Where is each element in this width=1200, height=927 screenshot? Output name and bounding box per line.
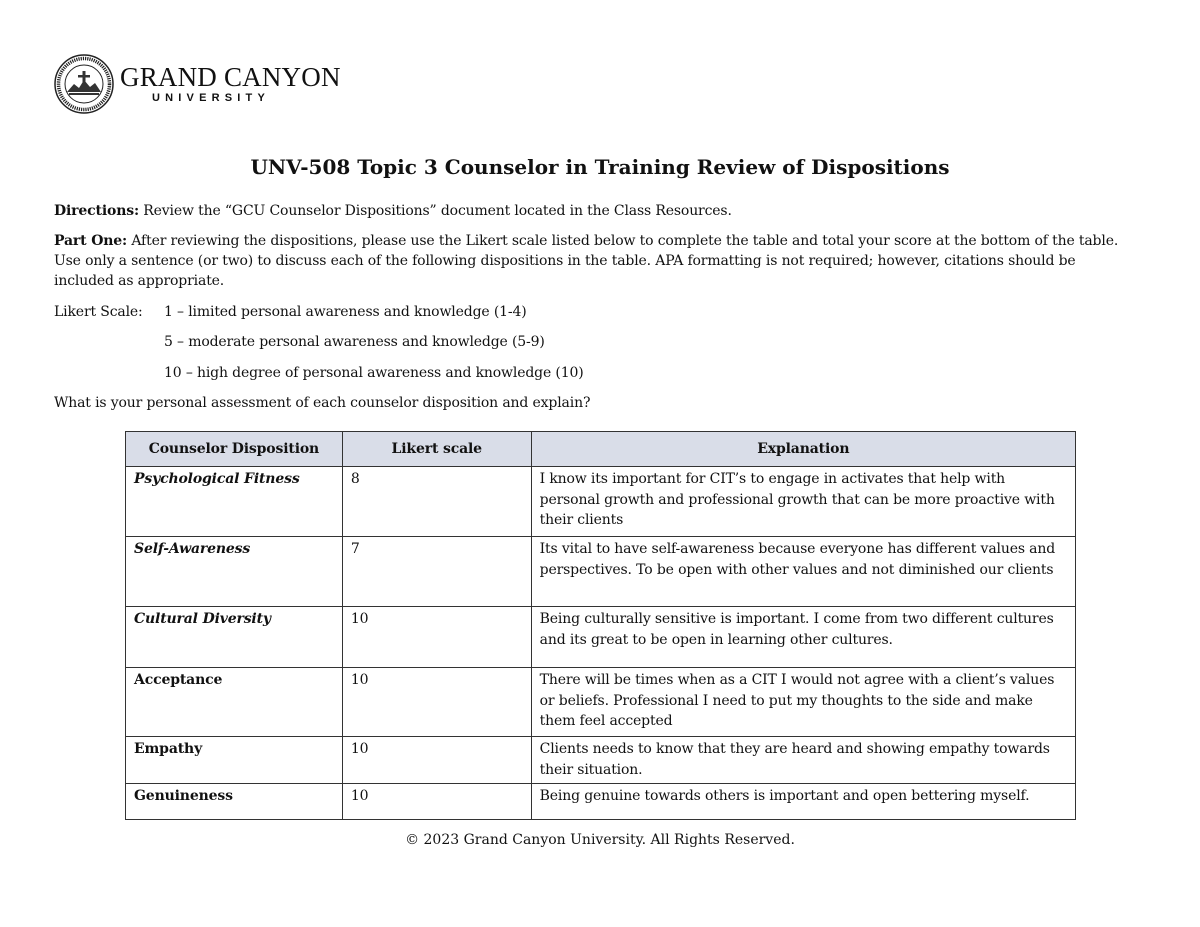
explanation-cell: Its vital to have self-awareness because everyone has different values and perspectives. To be open with other values and not diminished our clients: [531, 537, 1075, 607]
likert-item: 1 – limited personal awareness and knowledge (1-4): [164, 304, 527, 320]
disposition-cell: Psychological Fitness: [126, 467, 343, 537]
logo-subtitle: UNIVERSITY: [152, 92, 271, 104]
score-cell: 8: [342, 467, 531, 537]
disposition-cell: Acceptance: [126, 668, 343, 737]
score-cell: 10: [342, 668, 531, 737]
disposition-cell: Genuineness: [126, 784, 343, 820]
table-row: [126, 668, 1076, 737]
header-disposition: Counselor Disposition: [126, 432, 343, 467]
header-explanation: Explanation: [531, 432, 1075, 467]
score-cell: 7: [342, 537, 531, 607]
directions-text: Review the “GCU Counselor Dispositions” document located in the Class Resources.: [138, 203, 732, 219]
copyright-footer: © 2023 Grand Canyon University. All Rights Reserved.: [405, 832, 795, 848]
dispositions-table: [125, 431, 1076, 820]
table-row: [126, 784, 1076, 820]
university-seal-icon: [54, 54, 114, 114]
assessment-question: What is your personal assessment of each counselor disposition and explain?: [54, 395, 591, 411]
likert-item: 5 – moderate personal awareness and knowledge (5-9): [164, 334, 545, 350]
disposition-cell: Self-Awareness: [126, 537, 343, 607]
disposition-cell: Cultural Diversity: [126, 607, 343, 668]
header-likert-scale: Likert scale: [342, 432, 531, 467]
part-one-label: Part One:: [54, 233, 128, 249]
explanation-cell: I know its important for CIT’s to engage in activates that help with personal growth and professional growth that can be more proactive with their clients: [531, 467, 1075, 537]
score-cell: 10: [342, 737, 531, 784]
logo-wordmark: GRAND CANYON: [120, 62, 341, 92]
likert-label: Likert Scale:: [54, 304, 143, 320]
directions-label: Directions:: [54, 203, 139, 219]
likert-item: 10 – high degree of personal awareness and knowledge (10): [164, 365, 584, 381]
part-one-text: After reviewing the dispositions, please use the Likert scale listed below to complete the table and total your score at the bottom of the table. Use only a sentence (or two) to discuss each of the following dispositions in the table. APA formatting is not required; however, citations should be included as appropriate.: [54, 233, 1119, 289]
table-row: [126, 737, 1076, 784]
explanation-cell: Clients needs to know that they are heard and showing empathy towards their situation.: [531, 737, 1075, 784]
table-row: [126, 467, 1076, 537]
explanation-cell: Being culturally sensitive is important. I come from two different cultures and its great to be open in learning other cultures.: [531, 607, 1075, 668]
explanation-cell: There will be times when as a CIT I would not agree with a client’s values or beliefs. Professional I need to put my thoughts to the side and make them feel accepted: [531, 668, 1075, 737]
explanation-cell: Being genuine towards others is important and open bettering myself.: [531, 784, 1075, 820]
university-logo: [54, 54, 341, 114]
disposition-cell: Empathy: [126, 737, 343, 784]
table-row: [126, 607, 1076, 668]
score-cell: 10: [342, 784, 531, 820]
directions-paragraph: [54, 201, 1129, 221]
page-title: UNV-508 Topic 3 Counselor in Training Review of Dispositions: [250, 155, 950, 179]
score-cell: 10: [342, 607, 531, 668]
table-row: [126, 537, 1076, 607]
part-one-paragraph: [54, 231, 1129, 291]
table-header-row: [126, 432, 1076, 467]
